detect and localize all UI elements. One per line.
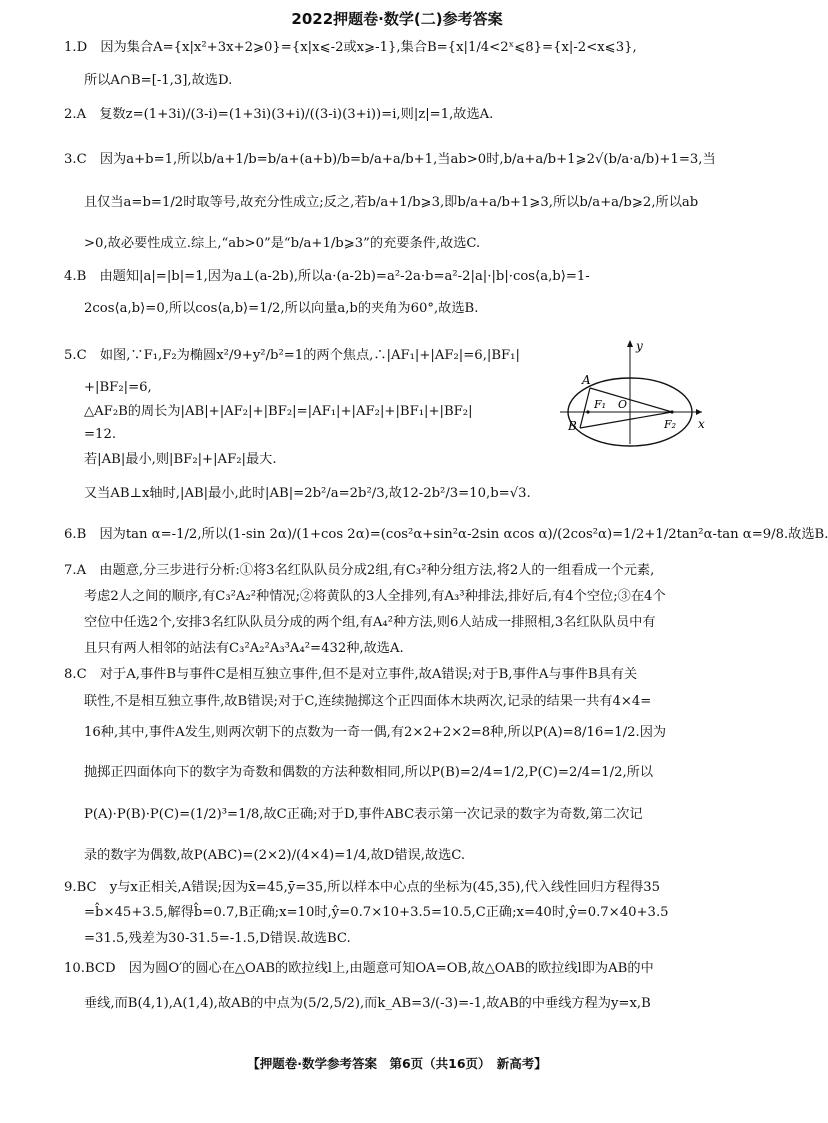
answer-line: 9.BC y与x正相关,A错误;因为x̄=45,ȳ=35,所以样本中心点的坐标为(45,35),代入线性回归方程得35 bbox=[64, 880, 661, 895]
y-axis-arrow bbox=[627, 340, 633, 347]
answer-line: +|BF₂|=6, bbox=[84, 380, 152, 395]
focus-f2-point bbox=[670, 410, 673, 413]
page-footer: 【押题卷·数学参考答案 第6页（共16页） 新高考】 bbox=[247, 1056, 547, 1071]
answer-line: 2cos⟨a,b⟩=0,所以cos⟨a,b⟩=1/2,所以向量a,b的夹角为60°,故选B. bbox=[84, 301, 479, 316]
segment-ab bbox=[580, 388, 590, 428]
answer-line: 10.BCD 因为圆O′的圆心在△OAB的欧拉线l上,由题意可知OA=OB,故△OAB的欧拉线l即为AB的中 bbox=[64, 961, 654, 976]
y-axis-label: y bbox=[636, 339, 643, 353]
answer-line: 空位中任选2个,安排3名红队队员分成的两个组,有A₄²种方法,则6人站成一排照相,3名红队队员中有 bbox=[84, 615, 656, 630]
x-axis-label: x bbox=[698, 417, 705, 431]
answer-line: 7.A 由题意,分三步进行分析:①将3名红队队员分成2组,有C₃²种分组方法,将2人的一组看成一个元素, bbox=[64, 563, 655, 578]
answer-line: 4.B 由题知|a|=|b|=1,因为a⊥(a-2b),所以a·(a-2b)=a²-2a·b=a²-2|a|·|b|·cos⟨a,b⟩=1- bbox=[64, 269, 590, 284]
ellipse-figure bbox=[560, 336, 710, 444]
focus-f2-label: F₂ bbox=[664, 418, 677, 431]
answer-line: 又当AB⊥x轴时,|AB|最小,此时|AB|=2b²/a=2b²/3,故12-2b²/3=10,b=√3. bbox=[84, 486, 531, 501]
focus-f1-label: F₁ bbox=[594, 398, 607, 411]
answer-line: 垂线,而B(4,1),A(1,4),故AB的中点为(5/2,5/2),而k_AB=3/(-3)=-1,故AB的中垂线方程为y=x,B bbox=[84, 996, 651, 1011]
answer-line: 且仅当a=b=1/2时取等号,故充分性成立;反之,若b/a+1/b⩾3,即b/a+a/b+1⩾3,所以b/a+a/b⩾2,所以ab bbox=[84, 195, 699, 210]
answer-line: 抛掷正四面体向下的数字为奇数和偶数的方法种数相同,所以P(B)=2/4=1/2,P(C)=2/4=1/2,所以 bbox=[84, 765, 654, 780]
answer-line: =b̂×45+3.5,解得b̂=0.7,B正确;x=10时,ŷ=0.7×10+3.5=10.5,C正确;x=40时,ŷ=0.7×40+3.5 bbox=[84, 905, 669, 920]
answer-line: =12. bbox=[84, 427, 117, 442]
focus-f1-point bbox=[586, 410, 589, 413]
answer-line: >0,故必要性成立.综上,“ab>0”是“b/a+1/b⩾3”的充要条件,故选C. bbox=[84, 236, 481, 251]
page-title: 2022押题卷·数学(二)参考答案 bbox=[291, 10, 503, 28]
answer-line: △AF₂B的周长为|AB|+|AF₂|+|BF₂|=|AF₁|+|AF₂|+|BF₁|+|BF₂| bbox=[84, 404, 473, 419]
answer-line: 16种,其中,事件A发生,则两次朝下的点数为一奇一偶,有2×2+2×2=8种,所以P(A)=8/16=1/2.因为 bbox=[84, 725, 667, 740]
answer-line: 1.D 因为集合A={x|x²+3x+2⩾0}={x|x⩽-2或x⩾-1},集合B={x|1/4<2ˣ⩽8}={x|-2<x⩽3}, bbox=[64, 40, 637, 55]
segment-bf2 bbox=[580, 412, 672, 428]
answer-line: 所以A∩B=[-1,3],故选D. bbox=[84, 73, 233, 88]
answer-line: 3.C 因为a+b=1,所以b/a+1/b=b/a+(a+b)/b=b/a+a/b+1,当ab>0时,b/a+a/b+1⩾2√(b/a·a/b)+1=3,当 bbox=[64, 152, 716, 167]
answer-line: 5.C 如图,∵F₁,F₂为椭圆x²/9+y²/b²=1的两个焦点,∴|AF₁|+|AF₂|=6,|BF₁| bbox=[64, 348, 520, 363]
answer-line: 且只有两人相邻的站法有C₃²A₂²A₃³A₄²=432种,故选A. bbox=[84, 641, 404, 656]
answer-line: P(A)·P(B)·P(C)=(1/2)³=1/8,故C正确;对于D,事件ABC表示第一次记录的数字为奇数,第二次记 bbox=[84, 807, 643, 822]
answer-line: 若|AB|最小,则|BF₂|+|AF₂|最大. bbox=[84, 452, 277, 467]
point-b-label: B bbox=[568, 419, 577, 433]
answer-line: =31.5,残差为30-31.5=-1.5,D错误.故选BC. bbox=[84, 931, 351, 946]
origin-label: O bbox=[618, 398, 628, 411]
answer-line: 2.A 复数z=(1+3i)/(3-i)=(1+3i)(3+i)/((3-i)(3+i))=i,则|z|=1,故选A. bbox=[64, 107, 494, 122]
answer-line: 考虑2人之间的顺序,有C₃²A₂²种情况;②将黄队的3人全排列,有A₃³种排法,排好后,有4个空位;③在4个 bbox=[84, 589, 666, 604]
answer-line: 8.C 对于A,事件B与事件C是相互独立事件,但不是对立事件,故A错误;对于B,事件A与事件B具有关 bbox=[64, 667, 638, 682]
answer-line: 录的数字为偶数,故P(ABC)=(2×2)/(4×4)=1/4,故D错误,故选C. bbox=[84, 848, 466, 863]
point-a-label: A bbox=[582, 373, 591, 387]
answer-line: 联性,不是相互独立事件,故B错误;对于C,连续抛掷这个正四面体木块两次,记录的结果一共有4×4= bbox=[84, 694, 652, 709]
x-axis-arrow bbox=[696, 409, 702, 415]
answer-line: 6.B 因为tan α=-1/2,所以(1-sin 2α)/(1+cos 2α)=(cos²α+sin²α-2sin αcos α)/(2cos²α)=1/2+1/2tan²α-tan α=9/8.故选B. bbox=[64, 527, 828, 542]
